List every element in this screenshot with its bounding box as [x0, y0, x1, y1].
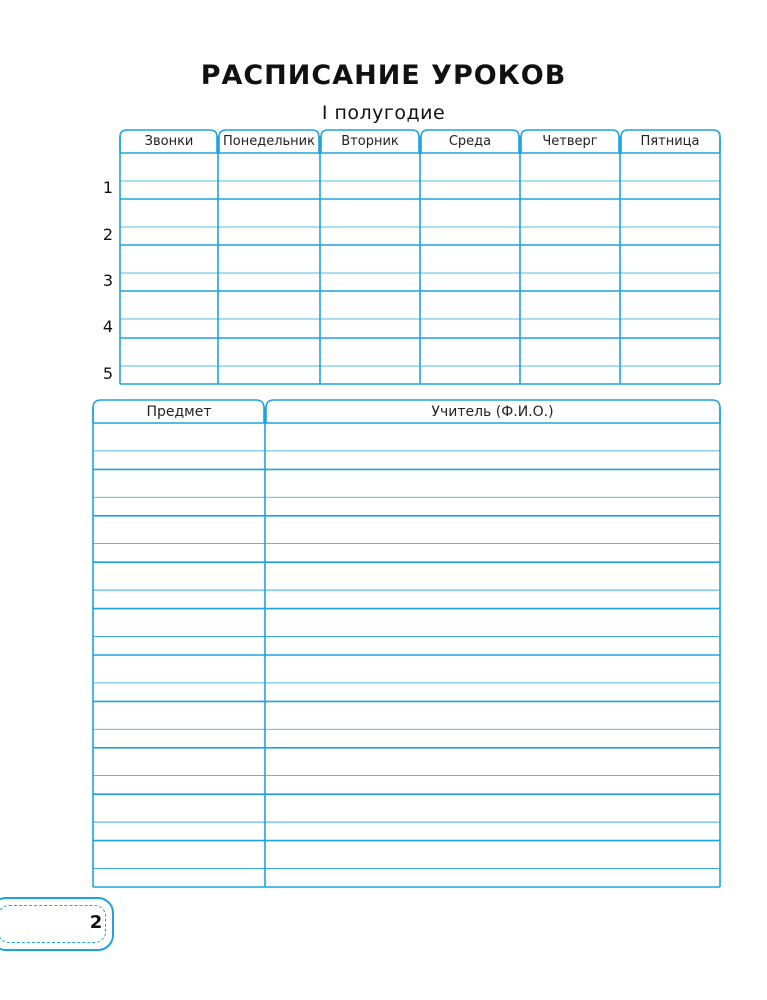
- schedule-header-monday: Понедельник: [223, 134, 315, 149]
- subjects-header-subject: Предмет: [146, 404, 212, 420]
- page-subtitle: I полугодие: [321, 102, 446, 124]
- schedule-header-thursday: Четверг: [542, 134, 598, 149]
- schedule-header-friday: Пятница: [640, 134, 700, 149]
- period-number-2: 2: [102, 225, 114, 244]
- page-title: РАСПИСАНИЕ УРОКОВ: [200, 60, 567, 91]
- period-number-4: 4: [102, 317, 114, 336]
- schedule-header-bells: Звонки: [144, 134, 194, 149]
- period-number-1: 1: [102, 178, 114, 197]
- page-number: 2: [89, 912, 103, 933]
- period-number-3: 3: [102, 271, 114, 290]
- schedule-header-tuesday: Вторник: [341, 134, 399, 149]
- subjects-header-teacher: Учитель (Ф.И.О.): [431, 404, 554, 420]
- schedule-header-wednesday: Среда: [448, 134, 492, 149]
- period-number-5: 5: [102, 364, 114, 383]
